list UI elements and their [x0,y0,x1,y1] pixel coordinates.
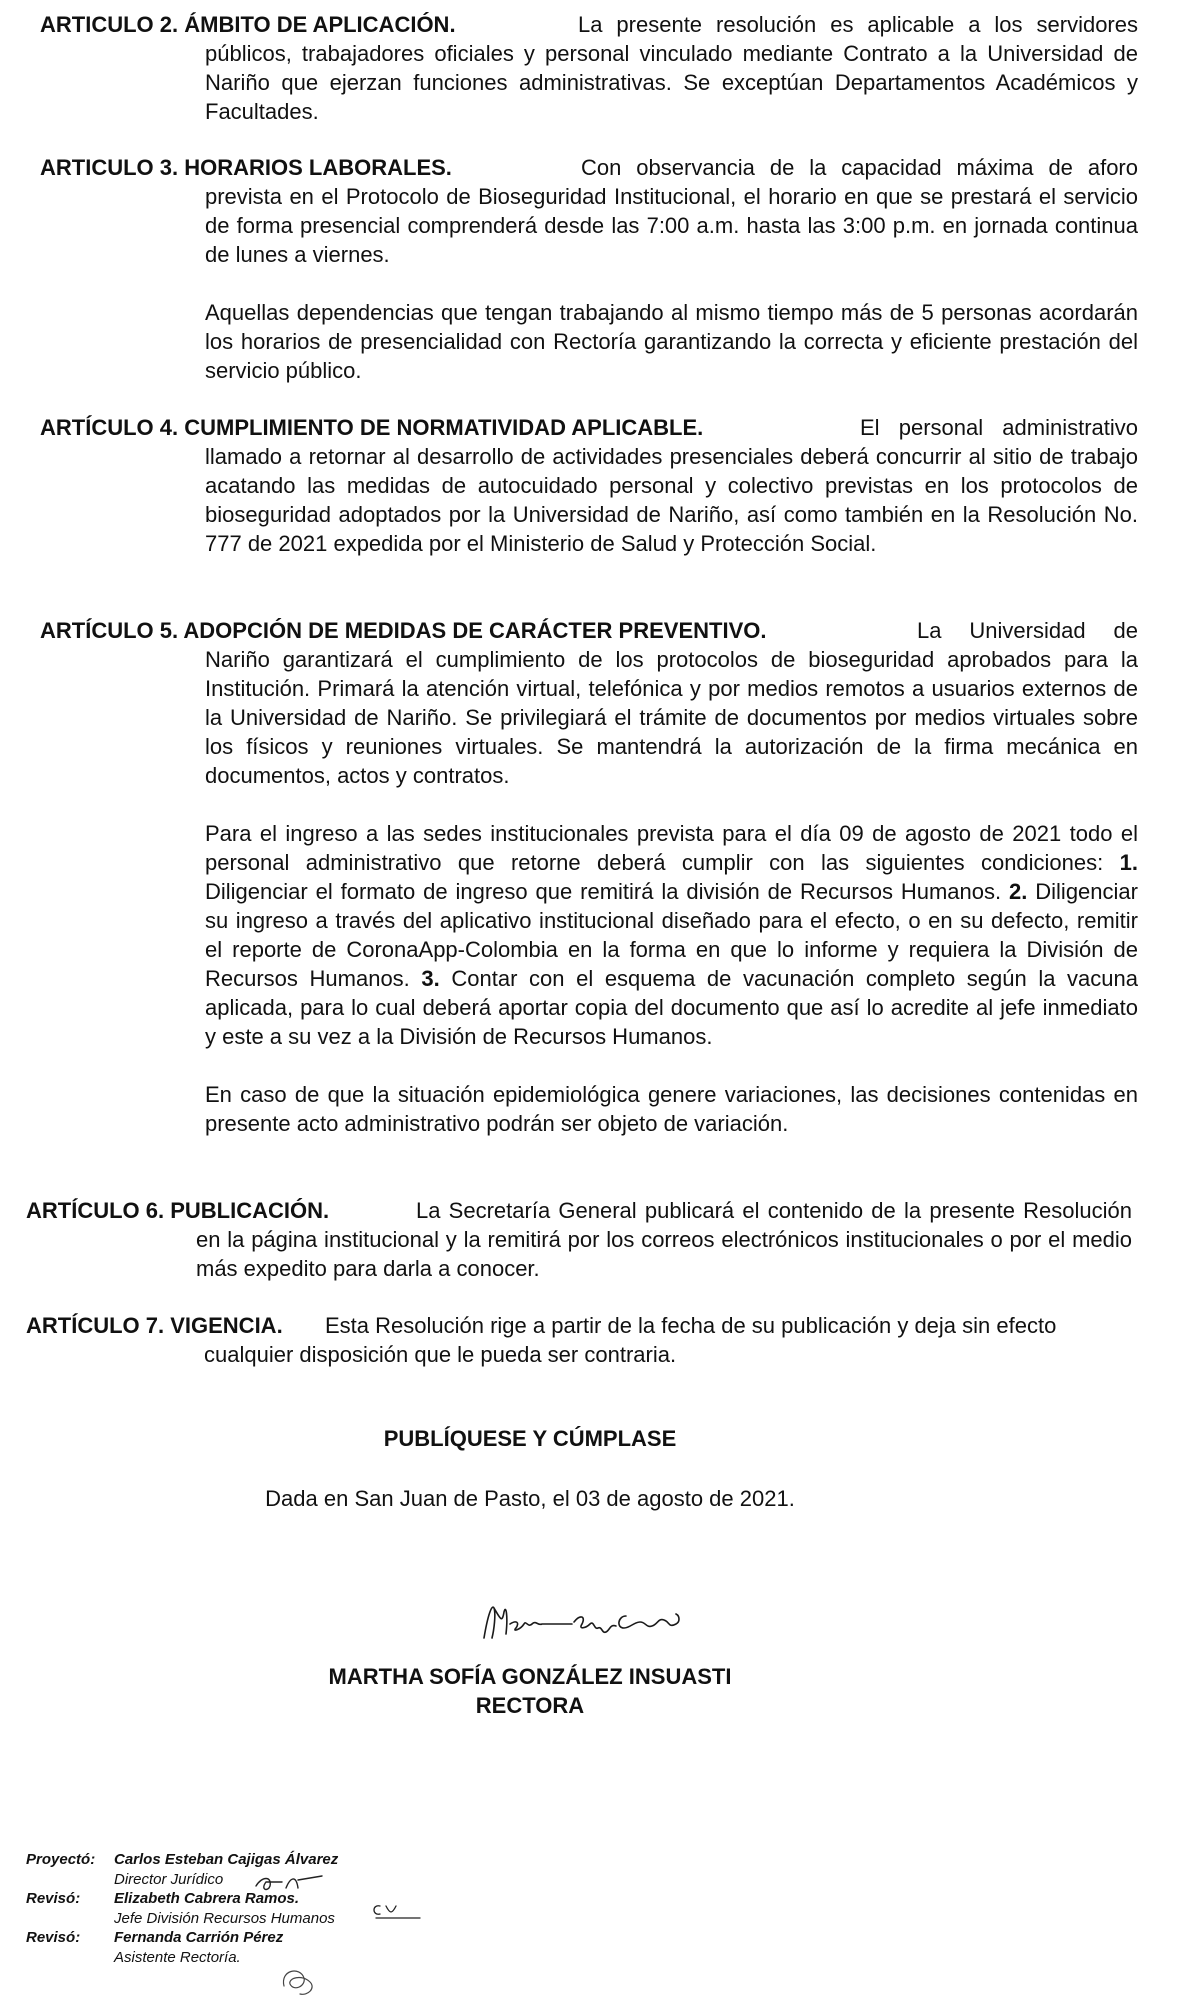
article-5-text: Diligenciar su ingreso a través del aplicativo institucional diseñado para el efecto, o en su defecto, remitir el reporte de CoronaApp-Colombia en la forma en que lo informe y requiera la División de Recursos Humanos. [205,879,1138,991]
footer-name: Elizabeth Cabrera Ramos. [114,1890,300,1907]
dada-date-line: Dada en San Juan de Pasto, el 03 de agosto de 2021. [265,1486,795,1511]
article-6-heading: ARTÍCULO 6. PUBLICACIÓN. [26,1198,330,1223]
article-3-heading: ARTICULO 3. HORARIOS LABORALES. [40,155,452,180]
article-6-body: La Secretaría General publicará el contenido de la presente Resolución en la página institucional y la remitirá por los correos electrónicos institucionales o por el medio más expedito para darla a conocer. [196,1198,1132,1281]
article-5-text: Para el ingreso a las sedes institucionales prevista para el día 09 de agosto de 2021 todo el personal administrativo que retorne deberá cumplir con las siguientes condiciones: [205,821,1138,875]
footer-role: Asistente Rectoría. [114,1948,241,1966]
article-5-heading: ARTÍCULO 5. ADOPCIÓN DE MEDIDAS DE CARÁCTER PREVENTIVO. [40,618,767,643]
article-5-text: Diligenciar el formato de ingreso que remitirá la división de Recursos Humanos. [205,879,1010,904]
initials-mark-1 [252,1870,332,1894]
article-5-body-1: La Universidad de Nariño garantizará el cumplimiento de los protocolos de bioseguridad aprobados para la Institución. Primará la atención virtual, telefónica y por medios remotos a usuarios externos de la Universidad de Nariño. Se privilegiará el trámite de documentos por medios virtuales sobre los físicos y reuniones virtuales. Se mantendrá la autorización de la firma mecánica en documentos, actos y contratos. [205,618,1138,788]
footer-label: Revisó: [26,1890,81,1907]
signer-block [0,1662,1130,1720]
article-7-body: Esta Resolución rige a partir de la fecha de su publicación y deja sin efecto cualquier disposición que le pueda ser contraria. [204,1313,1057,1367]
condition-number-2: 2. [1009,879,1028,904]
footer-row-reviso-2 [26,1928,338,1948]
article-7 [26,1311,1112,1369]
condition-number-1: 1. [1119,850,1138,875]
initials-mark-3 [270,1956,330,2006]
footer-name: Carlos Esteban Cajigas Álvarez [114,1851,339,1868]
article-4 [40,413,1138,558]
article-4-heading: ARTÍCULO 4. CUMPLIMIENTO DE NORMATIVIDAD APLICABLE. [40,415,704,440]
article-3-body-1: Con observancia de la capacidad máxima de aforo prevista en el Protocolo de Bioseguridad Institucional, el horario en que se prestará el servicio de forma presencial comprenderá desde las 7:00 a.m. hasta las 3:00 p.m. en jornada continua de lunes a viernes. [205,155,1138,267]
article-5-text: Contar con el esquema de vacunación completo según la vacuna aplicada, para lo cual deberá aportar copia del documento que así lo acredite al jefe inmediato y este a su vez a la División de Recursos Humanos. [205,966,1138,1049]
article-7-heading: ARTÍCULO 7. VIGENCIA. [26,1313,283,1338]
article-5-body-3: En caso de que la situación epidemiológica genere variaciones, las decisiones contenidas en presente acto administrativo podrán ser objeto de variación. [205,1082,1138,1136]
handwritten-signature [476,1594,686,1650]
condition-number-3: 3. [421,966,440,991]
review-footer [26,1850,338,1967]
article-3-body-2: Aquellas dependencias que tengan trabajando al mismo tiempo más de 5 personas acordarán los horarios de presencialidad con Rectoría garantizando la correcta y eficiente prestación del servicio público. [205,300,1138,383]
article-2-heading: ARTICULO 2. ÁMBITO DE APLICACIÓN. [40,12,456,37]
footer-spacer [26,1909,114,1929]
article-2 [40,10,1138,126]
footer-label: Proyectó: [26,1851,96,1868]
publiquese-heading: PUBLÍQUESE Y CÚMPLASE [383,1426,677,1451]
signer-title: RECTORA [475,1693,585,1718]
footer-spacer [26,1870,114,1890]
initials-mark-2 [368,1896,438,1924]
signer-name: MARTHA SOFÍA GONZÁLEZ INSUASTI [328,1664,732,1689]
footer-label: Revisó: [26,1929,81,1946]
footer-role: Director Jurídico [114,1870,224,1888]
article-5-body-2 [205,819,1138,1051]
footer-row-proyecto [26,1850,338,1870]
footer-spacer [26,1948,114,1968]
footer-name: Fernanda Carrión Pérez [114,1929,284,1946]
footer-role: Jefe División Recursos Humanos [114,1909,335,1927]
footer-role-row [26,1909,338,1929]
article-4-body: El personal administrativo llamado a retornar al desarrollo de actividades presenciales deberá concurrir al sitio de trabajo acatando las medidas de autocuidado personal y colectivo previstas en los protocolos de bioseguridad adoptados por la Universidad de Nariño, así como también en la Resolución No. 777 de 2021 expedida por el Ministerio de Salud y Protección Social. [205,415,1138,556]
article-5 [40,616,1138,1138]
article-3 [40,153,1138,385]
article-6 [26,1196,1132,1283]
article-2-body: La presente resolución es aplicable a los servidores públicos, trabajadores oficiales y personal vinculado mediante Contrato a la Universidad de Nariño que ejerzan funciones administrativas. Se exceptúan Departamentos Académicos y Facultades. [205,12,1138,124]
